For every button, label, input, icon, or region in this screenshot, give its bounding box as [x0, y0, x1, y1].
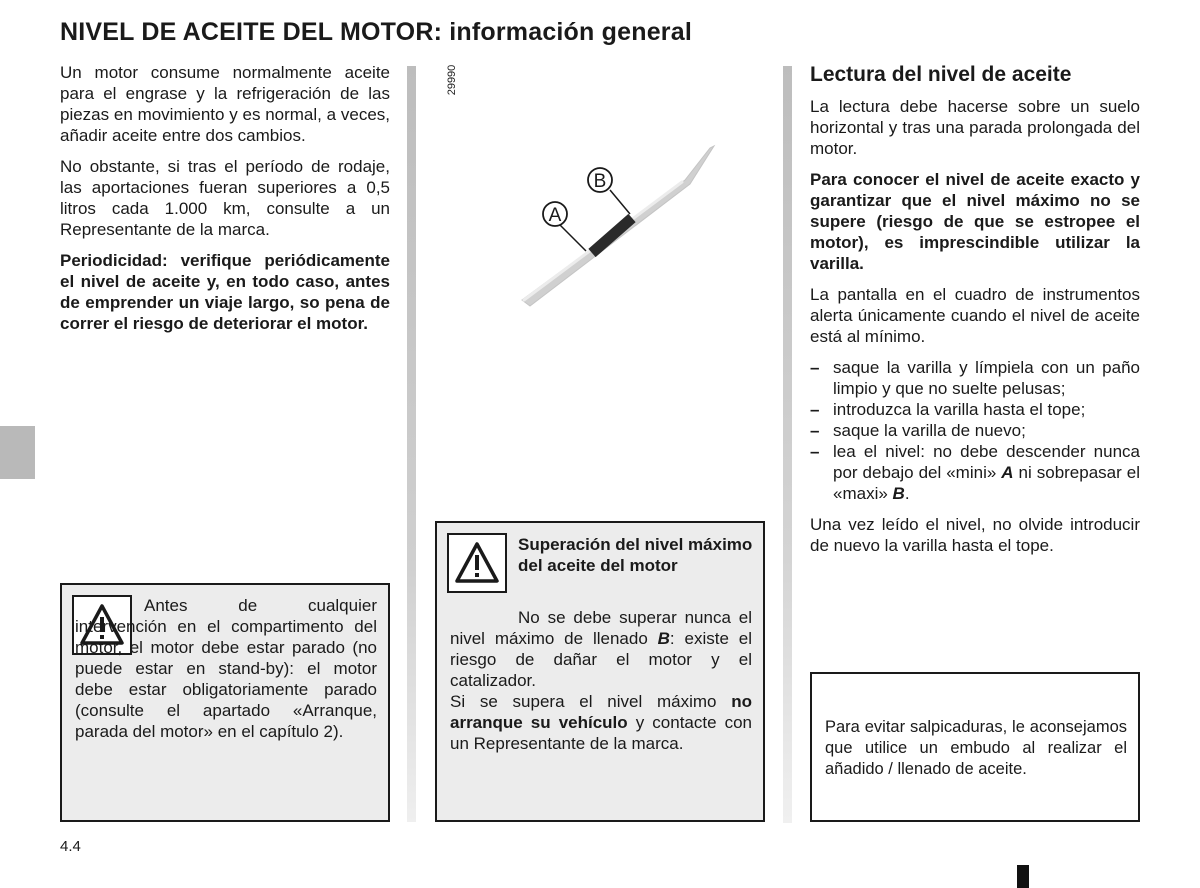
step-text: lea el nivel: no debe descender nunca por debajo del «mini»	[833, 442, 1140, 482]
warning-box-engine-stopped	[60, 583, 390, 822]
dipstick-illustration	[500, 130, 740, 320]
text-span: : existe el riesgo de dañar el motor y el catalizador.	[450, 629, 752, 690]
level-b-ref: B	[657, 629, 670, 648]
warning-box-2-heading: Superación del nivel máximo del aceite del motor	[518, 535, 753, 575]
dash-marker: –	[810, 358, 820, 377]
page-number: 4.4	[60, 838, 81, 855]
warning-box-2-p1	[450, 607, 752, 691]
right-column	[810, 62, 1140, 566]
list-item	[810, 441, 1140, 504]
info-box-funnel	[810, 672, 1140, 822]
reinsert-paragraph: Una vez leído el nivel, no olvide introducir de nuevo la varilla hasta el tope.	[810, 515, 1140, 555]
instrument-alert-paragraph: La pantalla en el cuadro de instrumentos alerta únicamente cuando el nivel de aceite está al mínimo.	[810, 285, 1140, 346]
steps-list	[810, 357, 1140, 504]
corner-mark	[1017, 865, 1029, 888]
warning-box-2-p2	[450, 691, 752, 754]
section-heading: Lectura del nivel de aceite	[810, 63, 1072, 86]
text-span: No se debe superar nunca el nivel máximo de llenado	[450, 608, 752, 648]
chapter-tab	[0, 426, 35, 479]
info-box-text: Para evitar salpicaduras, le aconsejamos que utilice un embudo al realizar el añadido / llenado de aceite.	[825, 718, 1127, 778]
dash-marker: –	[810, 421, 820, 440]
warning-box-1-text: Antes de cualquier intervención en el compartimento del motor, el motor debe estar parado (no puede estar en stand-by): el motor debe estar obligatoriamente parado (consulte el apartado «Arranque, parada del motor» en el capítulo 2).	[75, 596, 377, 741]
level-a-ref: A	[1001, 463, 1014, 482]
list-item	[810, 420, 1140, 441]
left-column	[60, 62, 390, 344]
figure-id: 29990	[446, 64, 458, 96]
intro-paragraph: Un motor consume normalmente aceite para el engrase y la refrigeración de las piezas en movimiento y es normal, a veces, añadir aceite entre dos cambios.	[60, 63, 390, 145]
consumption-paragraph: No obstante, si tras el período de rodaje, las aportaciones fueran superiores a 0,5 litros cada 1.000 km, consulte a un Representante de la marca.	[60, 157, 390, 239]
page-title: NIVEL DE ACEITE DEL MOTOR: información general	[60, 18, 692, 46]
step-text: saque la varilla y límpiela con un paño limpio y que no suelte pelusas;	[833, 358, 1140, 398]
step-text: saque la varilla de nuevo;	[833, 421, 1026, 440]
bold-text: no arranque su vehículo	[450, 692, 752, 732]
column-divider	[783, 66, 792, 823]
list-item	[810, 357, 1140, 399]
column-divider	[407, 66, 416, 822]
label-b: B	[593, 171, 607, 192]
dash-marker: –	[810, 442, 820, 461]
warning-triangle-icon	[447, 533, 507, 593]
reading-conditions-paragraph: La lectura debe hacerse sobre un suelo horizontal y tras una parada prolongada del motor.	[810, 97, 1140, 158]
text-span: y contacte con un Representante de la marca.	[450, 713, 753, 753]
text-span: Si se supera el nivel máximo	[450, 692, 732, 711]
step-text: ni sobrepasar el «maxi»	[833, 463, 1140, 503]
step-text: introduzca la varilla hasta el tope;	[833, 400, 1086, 419]
dipstick-required-paragraph: Para conocer el nivel de aceite exacto y garantizar que el nivel máximo no se supere (riesgo de que se estropee el motor), es imprescindible utilizar la varilla.	[810, 170, 1140, 273]
warning-box-max-level	[435, 521, 765, 822]
dash-marker: –	[810, 400, 820, 419]
label-a: A	[548, 205, 562, 226]
list-item	[810, 399, 1140, 420]
level-b-ref: B	[892, 484, 905, 503]
step-text: .	[904, 484, 910, 503]
periodicity-paragraph: Periodicidad: verifique periódicamente el nivel de aceite y, en todo caso, antes de emprender un viaje largo, so pena de correr el riesgo de deteriorar el motor.	[60, 251, 390, 333]
